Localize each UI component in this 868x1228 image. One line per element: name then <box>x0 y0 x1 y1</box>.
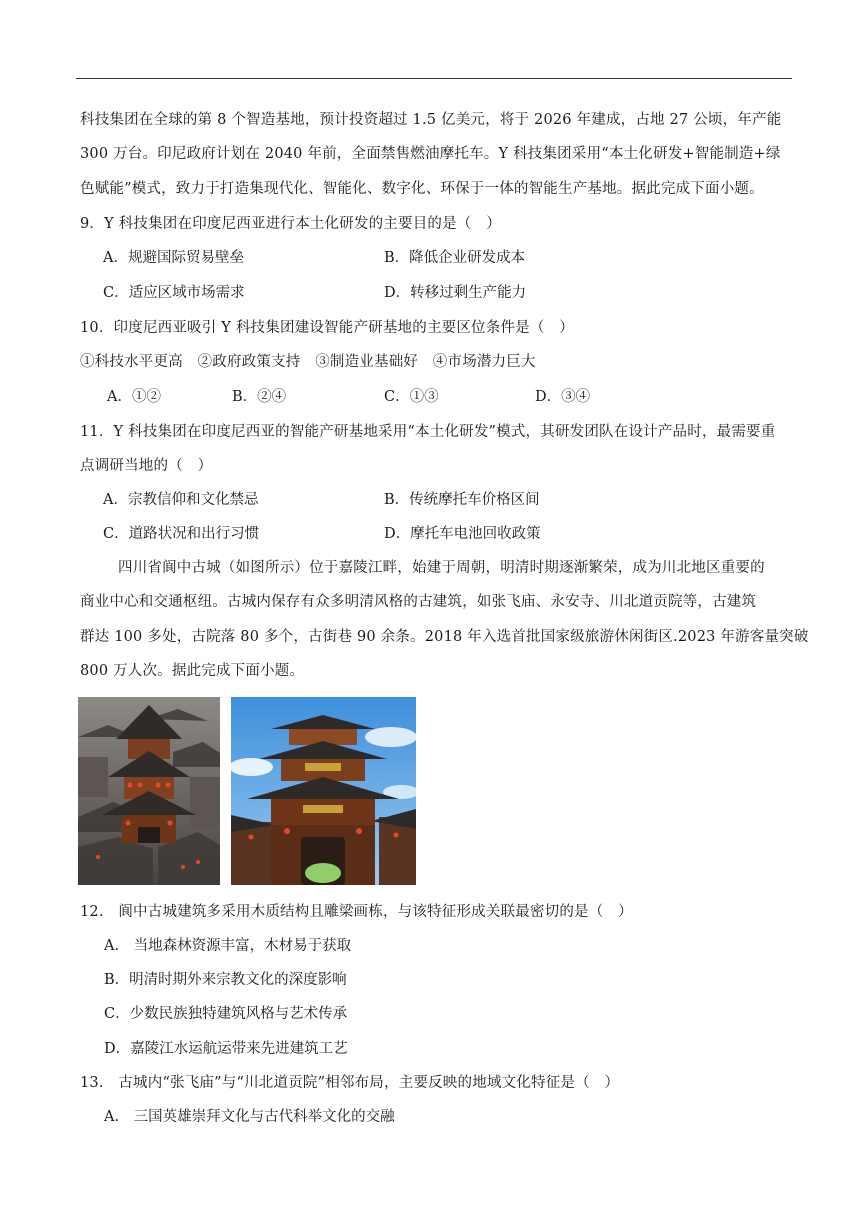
q10-items: ①科技水平更高 ②政府政策支持 ③制造业基础好 ④市场潜力巨大 <box>80 354 536 370</box>
q12-option-b: B．明清时期外来宗教文化的深度影响 <box>104 972 347 988</box>
header-rule <box>76 78 792 79</box>
q9-option-c: C．适应区域市场需求 <box>103 285 245 301</box>
passage1-line1: 科技集团在全球的第 8 个智造基地，预计投资超过 1.5 亿美元，将于 2026 年建成，占地 27 公顷，年产能 <box>80 112 782 128</box>
q12-option-c: C．少数民族独特建筑风格与艺术传承 <box>104 1006 348 1022</box>
q13-option-a: A. 三国英雄崇拜文化与古代科举文化的交融 <box>104 1109 395 1125</box>
passage1-line2: 300 万台。印尼政府计划在 2040 年前，全面禁售燃油摩托车。Y 科技集团采用“本土化研发+智能制造+绿 <box>80 146 781 162</box>
passage2-line2: 商业中心和交通枢纽。古城内保存有众多明清风格的古建筑，如张飞庙、永安寺、川北道贡院等，古建筑 <box>80 594 757 610</box>
q13-stem: 13. 古城内“张飞庙”与“川北道贡院”相邻布局，主要反映的地域文化特征是（ ） <box>80 1075 620 1091</box>
q12-option-a: A. 当地森林资源丰富，木材易于获取 <box>104 938 352 954</box>
q12-stem: 12. 阆中古城建筑多采用木质结构且雕梁画栋，与该特征形成关联最密切的是（ ） <box>80 904 633 920</box>
q10-option-a: A．①② <box>107 389 161 405</box>
q10-option-b: B．②④ <box>232 389 287 405</box>
q11-option-a: A．宗教信仰和文化禁忌 <box>103 492 259 508</box>
q9-option-b: B．降低企业研发成本 <box>384 250 526 266</box>
q9-option-d: D．转移过剩生产能力 <box>384 285 527 301</box>
q10-option-c: C．①③ <box>384 389 439 405</box>
passage2-line1: 四川省阆中古城（如图所示）位于嘉陵江畔，始建于周朝，明清时期逐渐繁荣，成为川北地区重要的 <box>118 560 765 576</box>
q9-option-a: A．规避国际贸易壁垒 <box>103 250 244 266</box>
q11-option-c: C．道路状况和出行习惯 <box>103 526 260 542</box>
q9-stem: 9．Y 科技集团在印度尼西亚进行本土化研发的主要目的是（ ） <box>80 216 501 232</box>
passage1-line3: 色赋能”模式，致力于打造集现代化、智能化、数字化、环保于一体的智能生产基地。据此完成下面小题。 <box>80 181 764 197</box>
q10-option-d: D．③④ <box>535 389 591 405</box>
q10-stem: 10．印度尼西亚吸引 Y 科技集团建设智能产研基地的主要区位条件是（ ） <box>80 320 574 336</box>
langzhong-tower-aerial-photo <box>78 697 220 885</box>
passage2-line4: 800 万人次。据此完成下面小题。 <box>80 663 305 679</box>
q11-option-d: D．摩托车电池回收政策 <box>384 526 541 542</box>
q11-stem-line1: 11．Y 科技集团在印度尼西亚的智能产研基地采用“本土化研发”模式，其研发团队在设计产品时，最需要重 <box>80 424 776 440</box>
q11-stem-line2: 点调研当地的（ ） <box>80 458 213 474</box>
langzhong-tower-front-photo <box>231 697 416 885</box>
q11-option-b: B．传统摩托车价格区间 <box>384 492 540 508</box>
q12-option-d: D．嘉陵江水运航运带来先进建筑工艺 <box>104 1041 348 1057</box>
passage2-line3: 群达 100 多处，古院落 80 多个，古街巷 90 余条。2018 年入选首批国家级旅游休闲街区.2023 年游客量突破 <box>80 629 809 645</box>
